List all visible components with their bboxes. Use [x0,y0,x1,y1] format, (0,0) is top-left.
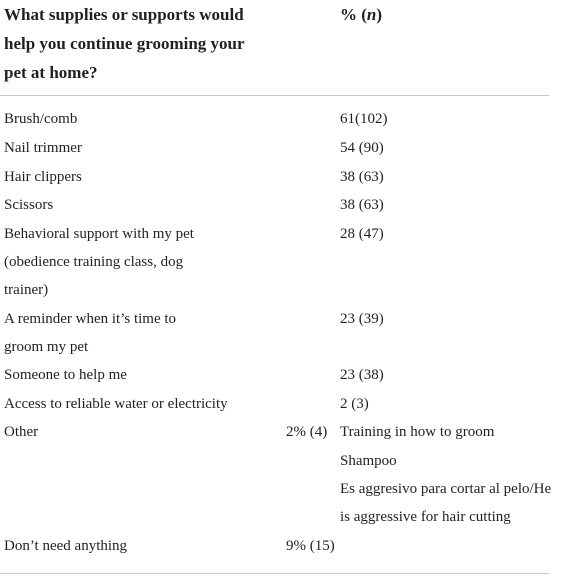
other-response: Shampoo [340,453,397,469]
other-response: is aggressive for hair cutting [340,509,511,525]
header-question-line: help you continue grooming your [4,34,245,53]
table-bottom-rule [0,573,549,574]
row-label: Nail trimmer [4,140,82,156]
row-value: 61(102) [340,111,388,127]
header-percent-suffix: ) [376,5,383,24]
header-divider [0,95,549,96]
row-value: 2 (3) [340,396,369,412]
row-label: Someone to help me [4,367,127,383]
header-question [4,0,304,87]
row-label: Scissors [4,197,54,213]
header-question-line: pet at home? [4,63,98,82]
row-label: Access to reliable water or electricity [4,396,228,412]
other-response: Es aggresivo para cortar al pelo/He [340,481,552,497]
header-percent-prefix: % ( [340,5,367,24]
row-value: 38 (63) [340,169,384,185]
row-value: 38 (63) [340,197,384,213]
row-label-continued: groom my pet [4,339,89,355]
row-label: A reminder when it’s time to [4,311,177,327]
other-value: 2% (4) [286,424,328,440]
header-question-line: What supplies or supports would [4,5,244,24]
row-label: Brush/comb [4,111,78,127]
row-label-continued: (obedience training class, dog [4,254,184,270]
row-value: 23 (38) [340,367,384,383]
row-value: 54 (90) [340,140,384,156]
header-percent-n [340,0,382,29]
none-label: Don’t need anything [4,538,128,554]
row-label-continued: trainer) [4,282,49,298]
row-label: Behavioral support with my pet [4,226,194,242]
other-response: Training in how to groom [340,424,495,440]
other-label: Other [4,424,39,440]
row-value: 28 (47) [340,226,384,242]
none-value: 9% (15) [286,538,335,554]
row-label: Hair clippers [4,169,82,185]
header-n-italic: n [366,5,377,24]
row-value: 23 (39) [340,311,384,327]
